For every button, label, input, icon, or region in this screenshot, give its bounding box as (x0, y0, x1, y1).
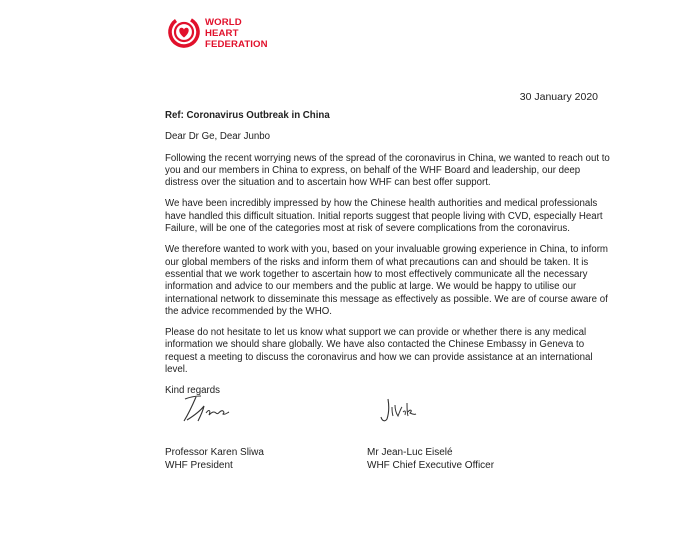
paragraph: Following the recent worrying news of the spread of the coronavirus in China, we wanted to reach out to you and our members in China to express, on behalf of the WHF Board and leadership, our deep distress over the situation and to ascertain how WHF can best offer support. (165, 152, 610, 189)
signature-jean-luc-eisele (379, 395, 419, 425)
logo-line-world: WORLD (205, 17, 242, 28)
letter-date: 30 January 2020 (519, 91, 598, 103)
letter-body (165, 110, 615, 398)
salutation: Dear Dr Ge, Dear Junbo (165, 131, 270, 143)
signatory-name: Mr Jean-Luc Eiselé (367, 447, 453, 458)
signatory-title: WHF President (165, 459, 233, 471)
paragraph: We therefore wanted to work with you, based on your invaluable growing experience in China, to inform our global members of the risks and inform them of what precautions can and should be taken. It is essential that we work together to ascertain how to most effectively communicate all the necessary information and advice to our members and the public at large. We would be happy to utilise our international network to disseminate this message as effectively as possible. We are of course aware of the advice recommended by the WHO. (165, 244, 608, 317)
logo-wordmark (205, 17, 268, 50)
reference-line: Ref: Coronavirus Outbreak in China (165, 110, 330, 121)
signatory-name: Professor Karen Sliwa (165, 447, 264, 458)
whf-logo (167, 14, 287, 50)
signature-karen-sliwa (181, 393, 239, 425)
paragraph: We have been incredibly impressed by how the Chinese health authorities and medical professionals have handled this difficult situation. Initial reports suggest that people living with CVD, especially Heart Failure, will be one of the categories most at risk of severe complications from the coronavirus. (165, 198, 603, 235)
closing: Kind regards (165, 385, 220, 397)
signatory-title: WHF Chief Executive Officer (367, 459, 495, 471)
logo-line-federation: FEDERATION (205, 39, 268, 50)
signatory-block (165, 447, 264, 472)
heart-in-circle-icon (167, 14, 201, 50)
logo-line-heart: HEART (205, 28, 239, 39)
paragraph: Please do not hesitate to let us know what support we can provide or whether there is any medical information we should share globally. We have also contacted the Chinese Embassy in Geneva to request a meeting to discuss the coronavirus and how we can provide assistance at an international level. (165, 327, 593, 376)
signatory-block (367, 447, 494, 472)
